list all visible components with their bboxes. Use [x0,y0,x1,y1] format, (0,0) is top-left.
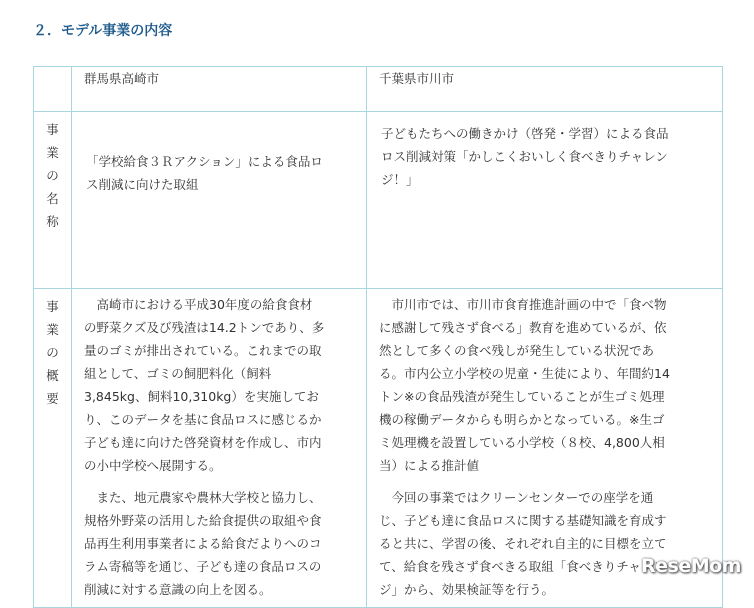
text-line: トン※の食品残渣が発生していることが生ゴミ処理 [379,389,665,404]
row-label-project-name [34,112,72,289]
text-line: ロス削減対策「かしこくおいしく食べきりチャレン [381,149,668,164]
label-char: 概 [46,368,59,383]
text-line: に感謝して残さず食べる」教育を進めているが、依 [379,320,667,335]
section-title: ２．モデル事業の内容 [33,23,173,39]
text-line: の小中学校へ展開する。 [84,458,222,473]
text-line: じ、子ども達に食品ロスに関する基礎知識を育成す [379,513,667,528]
text-line: り、このデータを基に食品ロスに感じるか [84,412,322,427]
row-label-project-overview [34,289,72,608]
project-name-ichikawa [367,112,723,289]
text-line: ミ処理機を設置している小学校（８校、4,800人相 [379,435,665,450]
label-char: 業 [46,145,59,160]
overview-takasaki [72,289,367,608]
label-char: の [46,345,59,360]
text-line: 規格外野菜の活用した給食提供の取組や食 [84,513,322,528]
label-char: 業 [46,322,59,337]
table-row-project-overview [34,289,723,608]
label-char: 名 [46,191,59,206]
model-project-table [33,66,723,608]
text-line: 今回の事業ではクリーンセンターでの座学を通 [391,490,654,505]
label-char: 事 [46,122,59,137]
text-line: ラム寄稿等を通じ、子ども達の食品ロスの [84,559,322,574]
label-char: 事 [46,299,59,314]
text-line: 然として多くの食べ残しが発生している状況であ [379,343,655,358]
text-line: ジ」から、効果検証等を行う。 [379,582,555,597]
text-line: て、給食を残さず食べきる取組「食べきりチャレン [379,559,666,574]
text-line: の野菜クズ及び残渣は14.2トンであり、多 [84,320,325,335]
text-line: 「学校給食３Ｒアクション」による食品ロ [86,154,323,169]
paragraph [84,293,354,477]
paragraph [84,486,354,601]
label-char: 要 [46,391,59,406]
text-line: 子どもたちへの働きかけ（啓発・学習）による食品 [381,126,669,141]
header-takasaki: 群馬県高崎市 [72,67,367,112]
text-line: 高崎市における平成30年度の給食食材 [96,297,313,312]
text-line: ジ！」 [381,172,419,187]
text-line: る。市内公立小学校の児童・生徒により、年間約14 [379,366,670,381]
text-line: 量のゴミが排出されている。これまでの取 [84,343,322,358]
text-line: ス削減に向けた取組 [86,177,199,192]
text-line: 3,845kg、飼料10,310kg）を実施してお [84,389,319,404]
label-char: の [46,168,59,183]
text-line: 子ども達に向けた啓発資材を作成し、市内 [84,435,322,450]
text-line: 市川市では、市川市食育推進計画の中で「食べ物 [391,297,667,312]
text-line: 削減に対する意識の向上を図る。 [84,582,272,597]
text-line: ると共に、学習の後、それぞれ自主的に目標を立て [379,536,667,551]
paragraph [379,486,710,601]
header-blank-cell [34,67,72,112]
text-line: 機の稼働データからも明らかとなっている。※生ゴ [379,412,665,427]
text-line: 品再生利用事業者による給食だよりへのコ [84,536,322,551]
table-row-project-name [34,112,723,289]
table-header-row [34,67,723,112]
resemom-watermark-logo: ReseMom [641,555,741,577]
header-ichikawa: 千葉県市川市 [367,67,723,112]
text-line: また、地元農家や農林大学校と協力し、 [96,490,322,505]
label-char: 称 [46,214,59,229]
text-line: 当）による推計値 [379,458,480,473]
paragraph [379,293,710,477]
project-name-takasaki [72,112,367,289]
text-line: 組として、ゴミの飼肥料化（飼料 [84,366,272,381]
